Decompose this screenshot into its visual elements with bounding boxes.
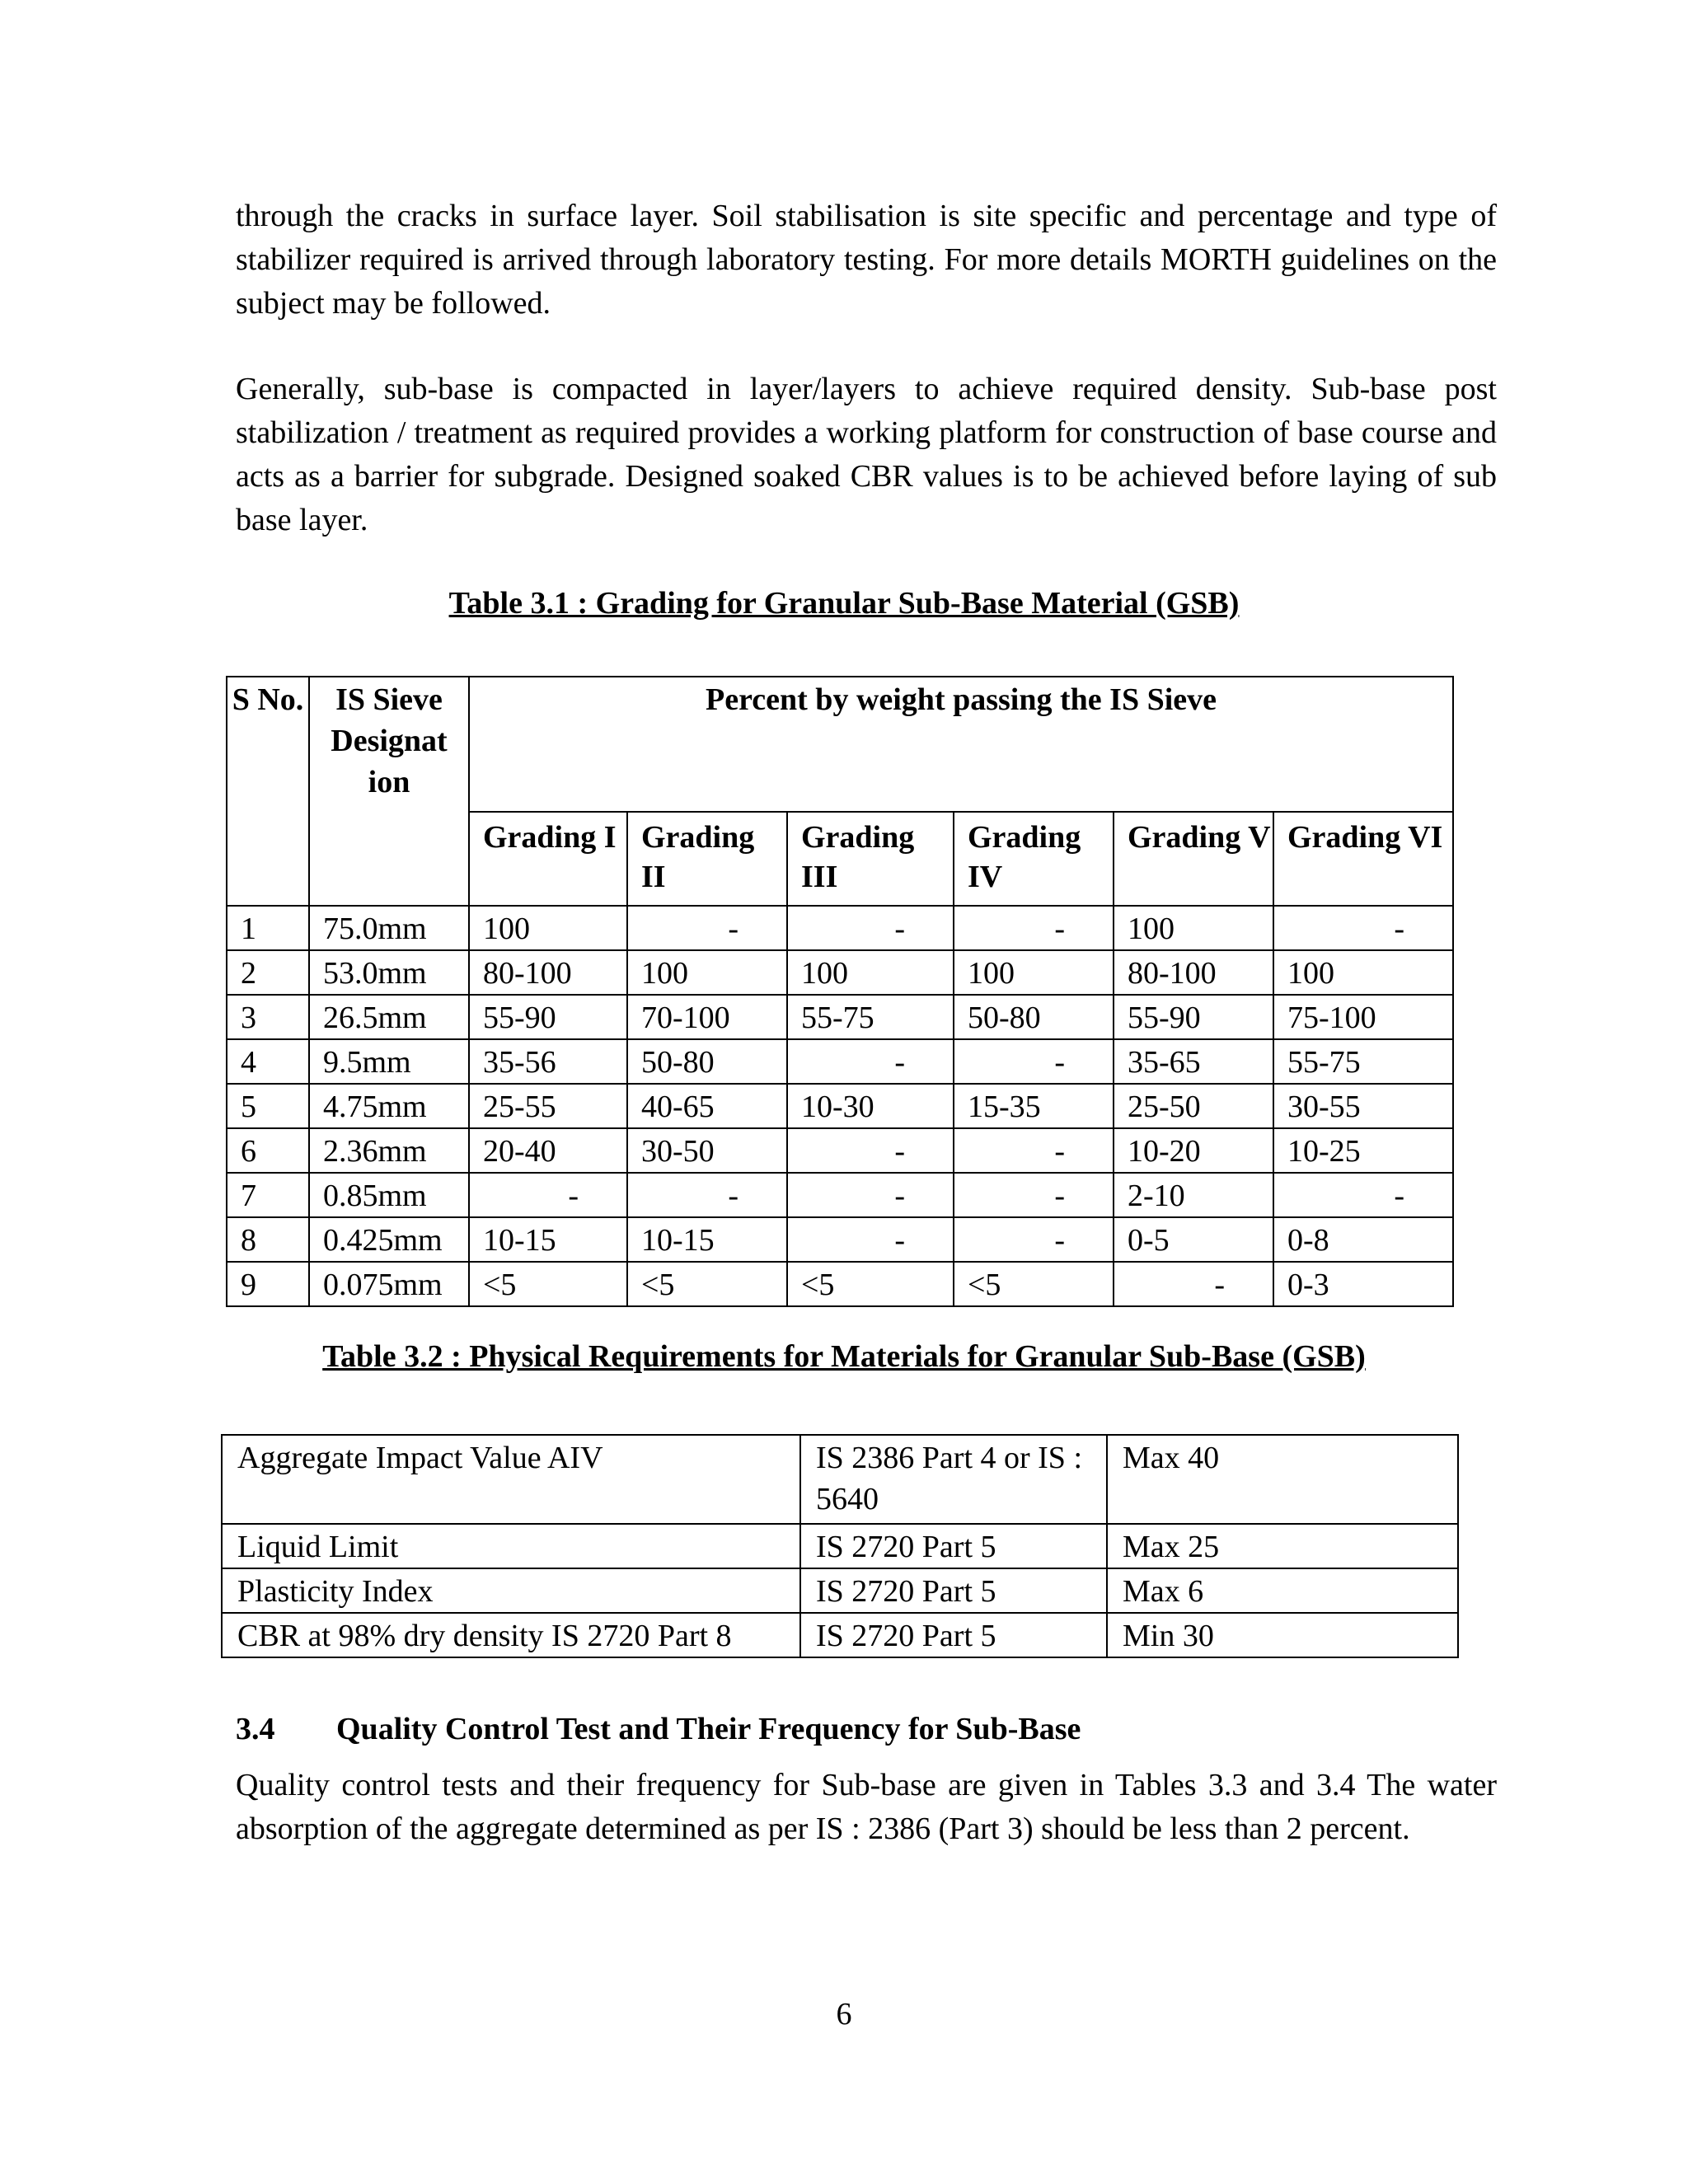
table-3-1-caption: Table 3.1 : Grading for Granular Sub-Base Material (GSB) (448, 586, 1240, 621)
cell-sieve: 0.85mm (309, 1173, 469, 1217)
cell-percent: 25-55 (469, 1084, 627, 1128)
cell-percent: - (787, 1173, 954, 1217)
cell-percent: - (787, 1039, 954, 1084)
cell-percent: 55-90 (1114, 995, 1273, 1039)
cell-test-method: IS 2720 Part 5 (800, 1568, 1107, 1613)
cell-property: Plasticity Index (222, 1568, 800, 1613)
cell-requirement: Max 40 (1107, 1435, 1458, 1524)
table-row (222, 1524, 1458, 1568)
cell-percent: 2-10 (1114, 1173, 1273, 1217)
cell-percent: - (1273, 906, 1453, 950)
header-grading: Grading III (787, 812, 954, 906)
cell-sieve: 26.5mm (309, 995, 469, 1039)
cell-percent: 10-25 (1273, 1128, 1453, 1173)
cell-sieve: 75.0mm (309, 906, 469, 950)
section-number: 3.4 (236, 1712, 275, 1746)
table-row (227, 1217, 1453, 1262)
cell-percent: 100 (787, 950, 954, 995)
cell-percent: 50-80 (627, 1039, 787, 1084)
cell-percent: 10-30 (787, 1084, 954, 1128)
cell-percent: 10-15 (469, 1217, 627, 1262)
cell-percent: <5 (954, 1262, 1114, 1306)
cell-percent: 30-50 (627, 1128, 787, 1173)
cell-test-method: IS 2720 Part 5 (800, 1524, 1107, 1568)
cell-property: CBR at 98% dry density IS 2720 Part 8 (222, 1613, 800, 1657)
cell-percent: - (954, 1039, 1114, 1084)
cell-percent: - (1273, 1173, 1453, 1217)
table-row (227, 1084, 1453, 1128)
table-row (227, 950, 1453, 995)
cell-percent: 35-56 (469, 1039, 627, 1084)
table-row (227, 1262, 1453, 1306)
cell-percent: - (954, 1128, 1114, 1173)
cell-percent: 55-90 (469, 995, 627, 1039)
cell-percent: 100 (627, 950, 787, 995)
header-grading: Grading II (627, 812, 787, 906)
cell-percent: 50-80 (954, 995, 1114, 1039)
paragraph-stabilisation: through the cracks in surface layer. Soil stabilisation is site specific and percentage and type of stabilizer required is arrived through laboratory testing. For more details MORTH guidelines on the subject may be followed. (236, 199, 1497, 321)
paragraph-quality-control: Quality control tests and their frequency for Sub-base are given in Tables 3.3 and 3.4 The water absorption of the aggregate determined as per IS : 2386 (Part 3) should be less than 2 percent. (236, 1768, 1497, 1846)
cell-percent: - (627, 1173, 787, 1217)
cell-s-no: 7 (227, 1173, 309, 1217)
cell-sieve: 0.425mm (309, 1217, 469, 1262)
cell-sieve: 2.36mm (309, 1128, 469, 1173)
cell-percent: 100 (1114, 906, 1273, 950)
cell-percent: - (787, 1128, 954, 1173)
cell-percent: 30-55 (1273, 1084, 1453, 1128)
table-row (222, 1435, 1458, 1524)
cell-percent: - (1114, 1262, 1273, 1306)
table-row (227, 1128, 1453, 1173)
cell-percent: 100 (1273, 950, 1453, 995)
header-grading: Grading VI (1273, 812, 1453, 906)
cell-percent: 35-65 (1114, 1039, 1273, 1084)
header-grading: Grading I (469, 812, 627, 906)
cell-percent: 70-100 (627, 995, 787, 1039)
cell-s-no: 9 (227, 1262, 309, 1306)
cell-percent: - (954, 1173, 1114, 1217)
cell-s-no: 5 (227, 1084, 309, 1128)
cell-sieve: 0.075mm (309, 1262, 469, 1306)
cell-sieve: 4.75mm (309, 1084, 469, 1128)
table-row (227, 995, 1453, 1039)
cell-percent: 100 (954, 950, 1114, 995)
cell-percent: 55-75 (787, 995, 954, 1039)
cell-sieve: 53.0mm (309, 950, 469, 995)
cell-percent: - (787, 906, 954, 950)
header-percent-passing: Percent by weight passing the IS Sieve (469, 677, 1453, 812)
cell-percent: 0-8 (1273, 1217, 1453, 1262)
cell-percent: 40-65 (627, 1084, 787, 1128)
cell-sieve: 9.5mm (309, 1039, 469, 1084)
section-title: Quality Control Test and Their Frequency for Sub-Base (336, 1712, 1081, 1746)
cell-s-no: 4 (227, 1039, 309, 1084)
cell-test-method: IS 2386 Part 4 or IS : 5640 (800, 1435, 1107, 1524)
cell-percent: 80-100 (469, 950, 627, 995)
header-s-no: S No. (227, 677, 309, 906)
cell-percent: 0-3 (1273, 1262, 1453, 1306)
header-grading: Grading IV (954, 812, 1114, 906)
cell-requirement: Max 25 (1107, 1524, 1458, 1568)
cell-percent: <5 (787, 1262, 954, 1306)
table-row (227, 906, 1453, 950)
table-row (227, 1173, 1453, 1217)
cell-percent: 55-75 (1273, 1039, 1453, 1084)
cell-percent: 10-20 (1114, 1128, 1273, 1173)
cell-s-no: 8 (227, 1217, 309, 1262)
cell-s-no: 6 (227, 1128, 309, 1173)
cell-s-no: 1 (227, 906, 309, 950)
cell-percent: 100 (469, 906, 627, 950)
paragraph-sub-base: Generally, sub-base is compacted in layer/layers to achieve required density. Sub-base post stabilization / treatment as required provides a working platform for construction of base course and acts as a barrier for subgrade. Designed soaked CBR values is to be achieved before laying of sub base layer. (236, 372, 1497, 537)
table-3-2-caption: Table 3.2 : Physical Requirements for Materials for Granular Sub-Base (GSB) (322, 1339, 1366, 1374)
header-is-sieve: IS Sieve Designat ion (309, 677, 469, 906)
cell-percent: - (954, 906, 1114, 950)
cell-percent: 25-50 (1114, 1084, 1273, 1128)
cell-percent: 80-100 (1114, 950, 1273, 995)
cell-percent: 20-40 (469, 1128, 627, 1173)
cell-percent: 0-5 (1114, 1217, 1273, 1262)
cell-percent: 75-100 (1273, 995, 1453, 1039)
table-row (227, 1039, 1453, 1084)
cell-percent: 10-15 (627, 1217, 787, 1262)
cell-property: Aggregate Impact Value AIV (222, 1435, 800, 1524)
cell-percent: <5 (627, 1262, 787, 1306)
cell-percent: - (787, 1217, 954, 1262)
cell-requirement: Min 30 (1107, 1613, 1458, 1657)
table-row (222, 1613, 1458, 1657)
cell-property: Liquid Limit (222, 1524, 800, 1568)
section-heading (236, 1711, 1081, 1747)
cell-test-method: IS 2720 Part 5 (800, 1613, 1107, 1657)
cell-percent: <5 (469, 1262, 627, 1306)
header-grading: Grading V (1114, 812, 1273, 906)
cell-percent: - (954, 1217, 1114, 1262)
table-row (222, 1568, 1458, 1613)
cell-s-no: 3 (227, 995, 309, 1039)
cell-percent: - (469, 1173, 627, 1217)
grading-table (226, 676, 1454, 1307)
cell-requirement: Max 6 (1107, 1568, 1458, 1613)
page-number: 6 (836, 1997, 852, 2032)
cell-percent: - (627, 906, 787, 950)
physical-requirements-table (221, 1434, 1459, 1658)
cell-s-no: 2 (227, 950, 309, 995)
cell-percent: 15-35 (954, 1084, 1114, 1128)
